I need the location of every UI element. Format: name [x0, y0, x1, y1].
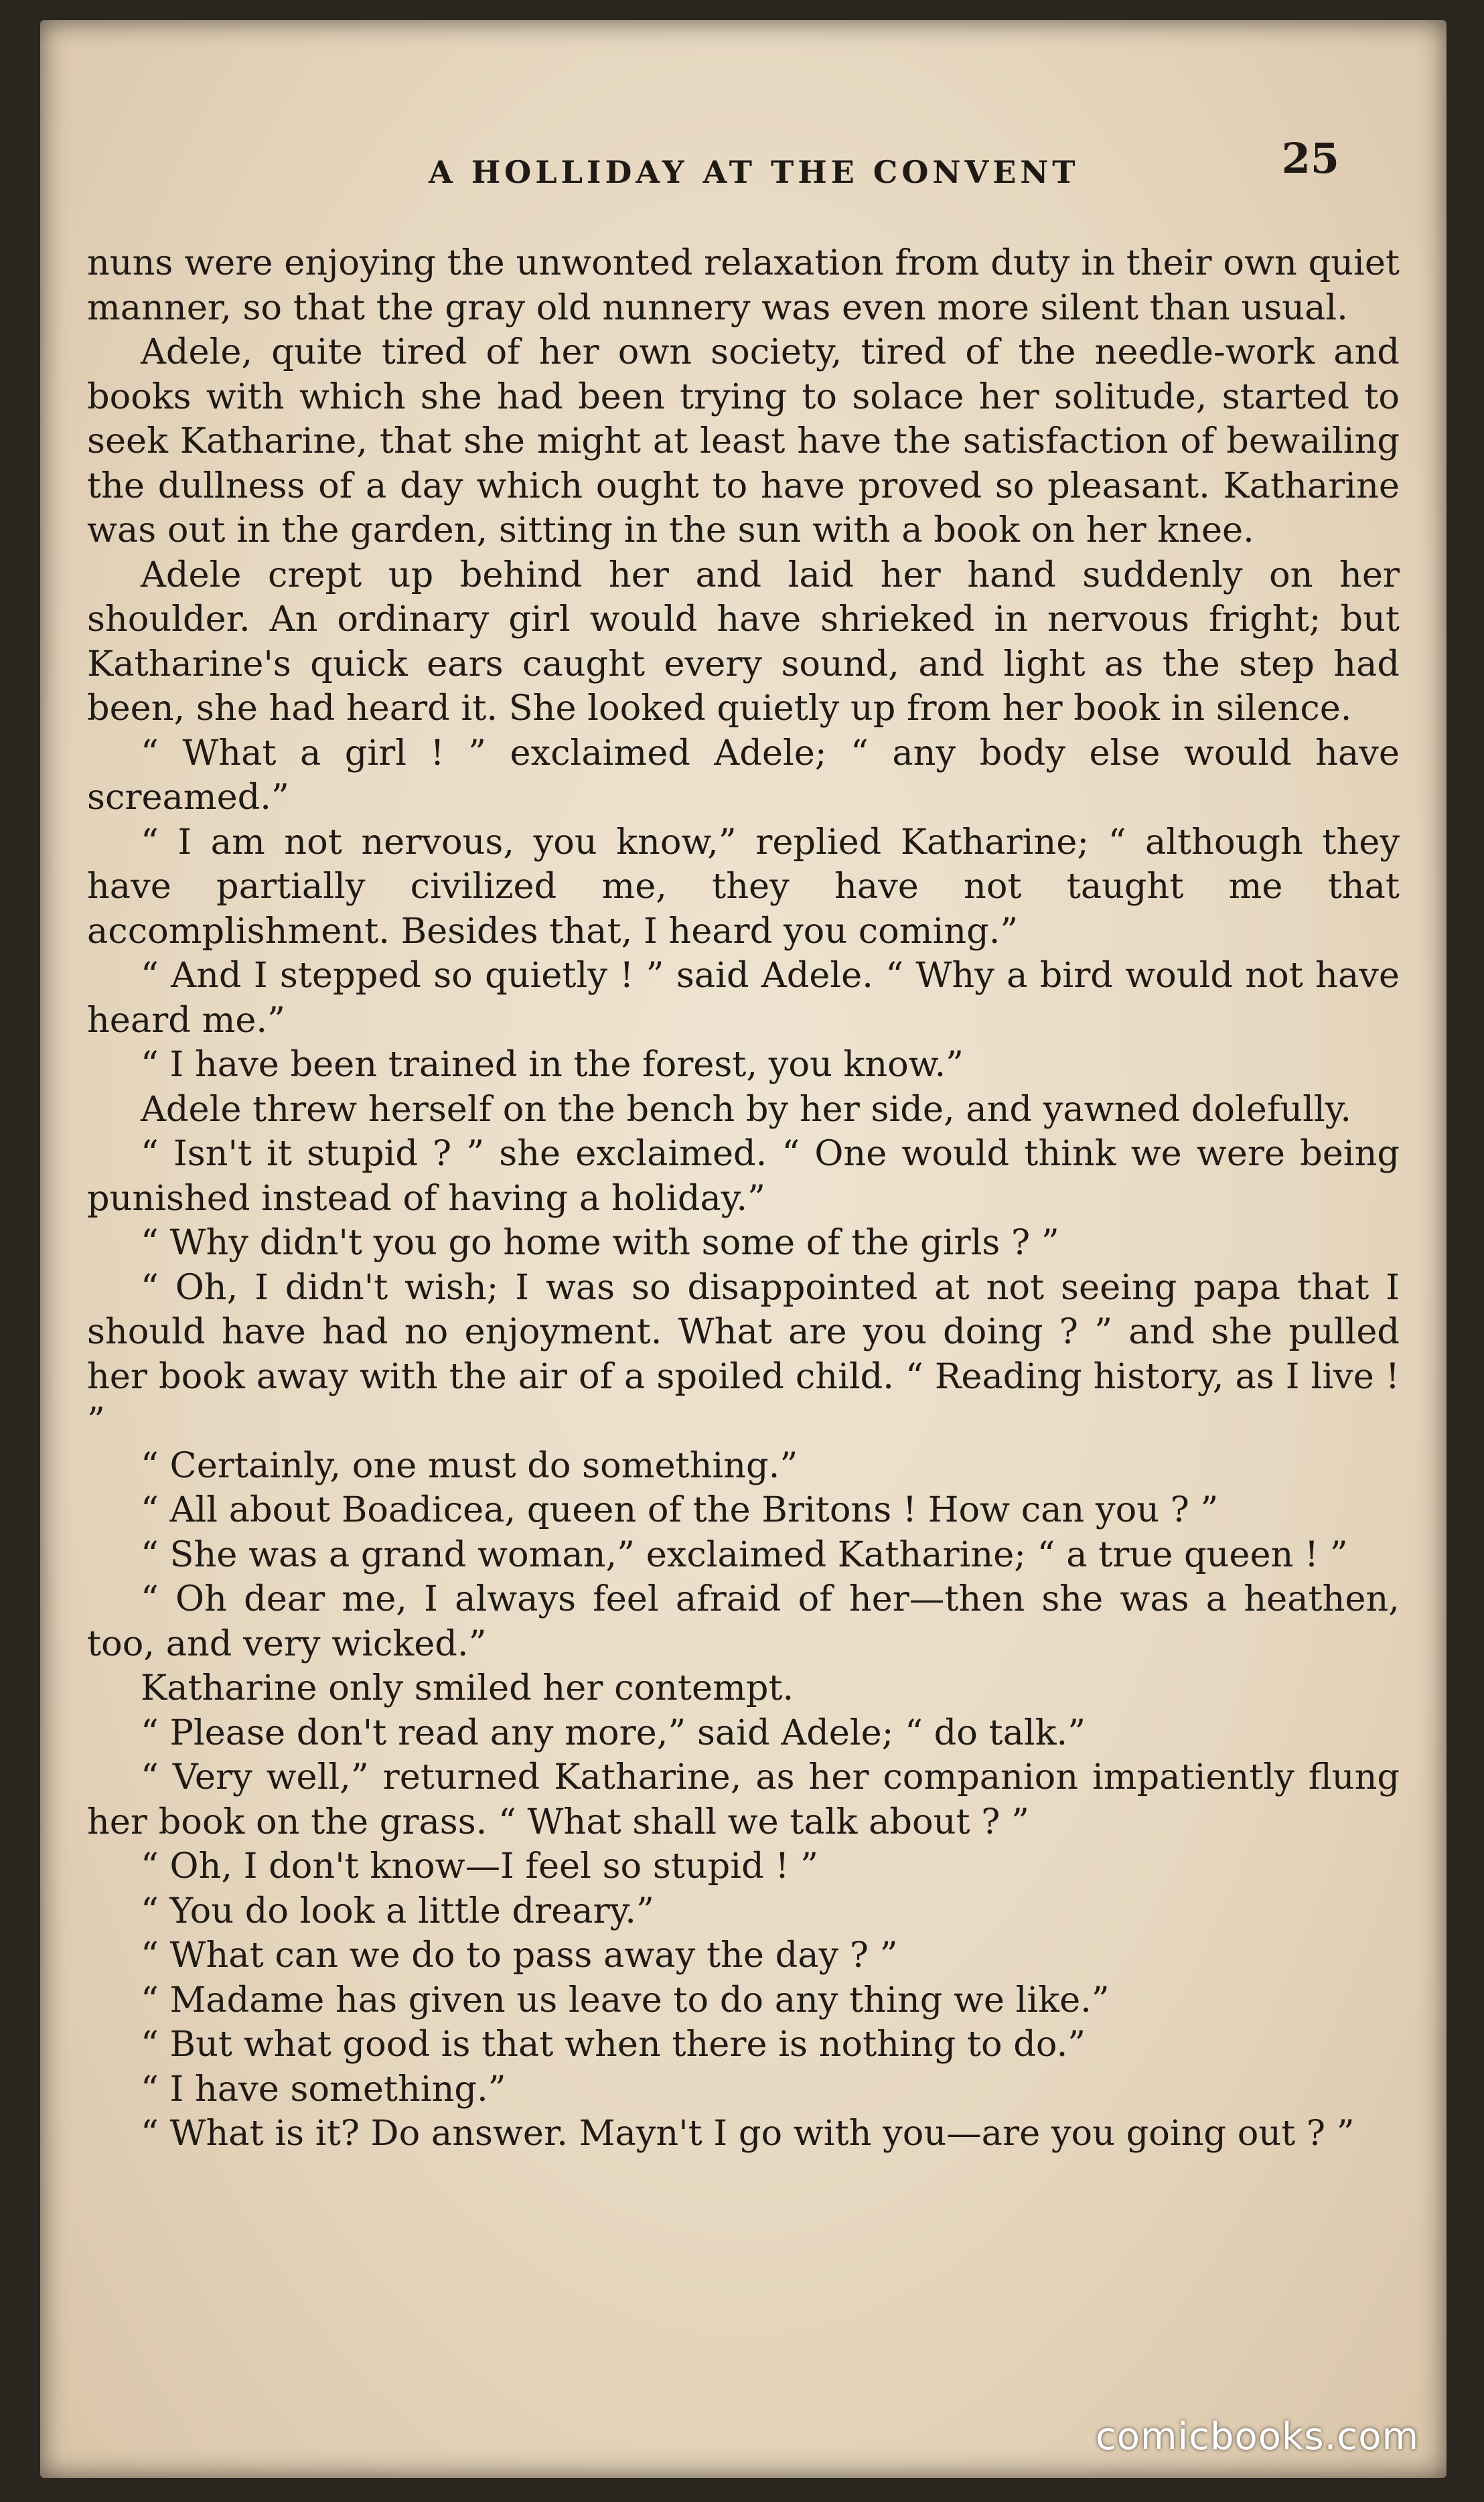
- paragraph: “ She was a grand woman,” exclaimed Katharine; “ a true queen ! ”: [141, 1534, 1348, 1575]
- paragraph: “ Certainly, one must do something.”: [141, 1445, 798, 1486]
- paragraph: Adele, quite tired of her own society, tired of the needle-work and books with which she had been trying to solace her solitude, started to seek Katharine, that she might at least have the satisfaction of bewailing the dullness of a day which ought to have proved so pleasant. Katharine was out in the garden, sitting in the sun with a book on her knee.: [87, 332, 1400, 550]
- page-body: [87, 241, 1400, 2156]
- paragraph: “ I am not nervous, you know,” replied Katharine; “ although they have partially civilized me, they have not taught me that accomplishment. Besides that, I heard you coming.”: [87, 821, 1400, 952]
- paragraph: “ What a girl ! ” exclaimed Adele; “ any body else would have screamed.”: [87, 732, 1400, 818]
- book-page: [40, 20, 1446, 2478]
- paragraph: “ What can we do to pass away the day ? ”: [141, 1935, 898, 1976]
- watermark: comicbooks.com: [1096, 2415, 1420, 2458]
- paragraph: “ Oh, I don't know—I feel so stupid ! ”: [141, 1846, 818, 1887]
- paragraph: “ What is it? Do answer. Mayn't I go with you—are you going out ? ”: [141, 2113, 1355, 2154]
- paragraph: “ And I stepped so quietly ! ” said Adele. “ Why a bird would not have heard me.”: [87, 955, 1400, 1041]
- paragraph: Adele threw herself on the bench by her side, and yawned dolefully.: [141, 1088, 1352, 1130]
- paragraph: “ Very well,” returned Katharine, as her companion impatiently flung her book on the grass. “ What shall we talk about ? ”: [87, 1757, 1400, 1842]
- paragraph: nuns were enjoying the unwonted relaxation from duty in their own quiet manner, so that the gray old nunnery was even more silent than usual.: [87, 242, 1400, 328]
- paragraph: “ Oh, I didn't wish; I was so disappointed at not seeing papa that I should have had no enjoyment. What are you doing ? ” and she pulled her book away with the air of a spoiled child. “ Reading history, as I live ! ”: [87, 1266, 1400, 1441]
- paragraph: “ But what good is that when there is nothing to do.”: [141, 2024, 1086, 2065]
- paragraph: “ Isn't it stupid ? ” she exclaimed. “ One would think we were being punished instead of having a holiday.”: [87, 1133, 1400, 1219]
- paragraph: “ Oh dear me, I always feel afraid of her—then she was a heathen, too, and very wicked.”: [87, 1578, 1400, 1664]
- paragraph: Adele crept up behind her and laid her hand suddenly on her shoulder. An ordinary girl would have shrieked in nervous fright; but Katharine's quick ears caught every sound, and light as the step had been, she had heard it. She looked quietly up from her book in silence.: [87, 554, 1400, 729]
- paragraph: “ I have something.”: [141, 2068, 506, 2110]
- paragraph: “ Why didn't you go home with some of the girls ? ”: [141, 1222, 1059, 1263]
- paragraph: “ Please don't read any more,” said Adele; “ do talk.”: [141, 1712, 1086, 1753]
- running-title: A HOLLIDAY AT THE CONVENT: [429, 154, 1080, 190]
- paragraph: “ I have been trained in the forest, you know.”: [141, 1044, 964, 1085]
- paragraph: “ All about Boadicea, queen of the Britons ! How can you ? ”: [141, 1489, 1219, 1530]
- paragraph: “ You do look a little dreary.”: [141, 1890, 654, 1931]
- page-number: 25: [1281, 134, 1339, 183]
- paragraph: “ Madame has given us leave to do any thing we like.”: [141, 1979, 1110, 2020]
- paragraph: Katharine only smiled her contempt.: [141, 1668, 794, 1708]
